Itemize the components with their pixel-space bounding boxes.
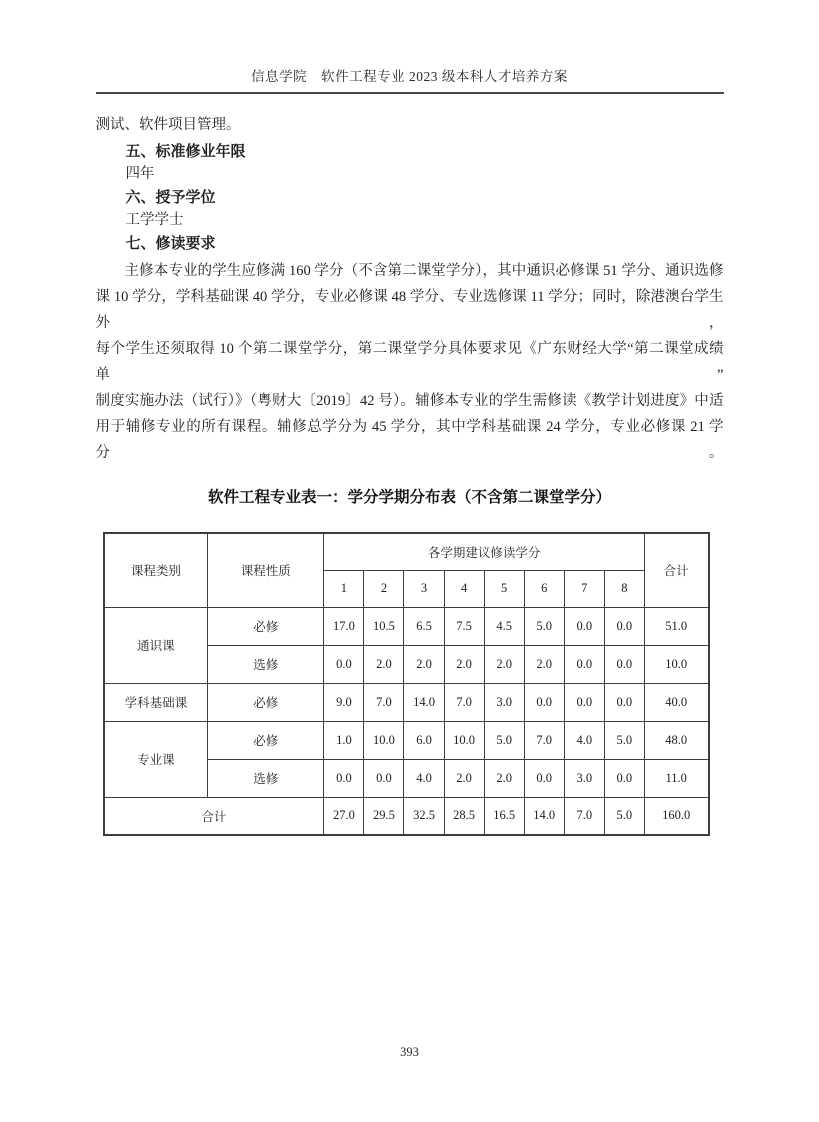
table-cell: 7.0 xyxy=(364,683,404,721)
row-total: 10.0 xyxy=(644,645,708,683)
table-header-row xyxy=(104,533,709,570)
table-cell: 1.0 xyxy=(324,721,364,759)
table-cell: 14.0 xyxy=(524,797,564,835)
paragraph-line: 主修本专业的学生应修满 160 学分（不含第二课堂学分），其中通识必修课 51 学分、通识选修 xyxy=(124,263,724,279)
table-cell: 2.0 xyxy=(524,645,564,683)
header-cell-semester: 5 xyxy=(484,570,524,607)
table-cell: 0.0 xyxy=(564,683,604,721)
row-total: 40.0 xyxy=(644,683,708,721)
table-row xyxy=(104,683,709,721)
table-cell: 10.0 xyxy=(444,721,484,759)
table-cell: 0.0 xyxy=(524,759,564,797)
table-cell: 0.0 xyxy=(604,683,644,721)
section-heading-6: 六、授予学位 xyxy=(125,189,216,206)
page-number: 393 xyxy=(400,1045,419,1059)
section-value-duration: 四年 xyxy=(125,166,155,182)
table-cell: 0.0 xyxy=(524,683,564,721)
table-cell: 0.0 xyxy=(324,645,364,683)
row-total: 11.0 xyxy=(644,759,708,797)
row-category: 学科基础课 xyxy=(104,683,208,721)
table-cell: 7.0 xyxy=(444,683,484,721)
table-cell: 5.0 xyxy=(524,607,564,645)
table-cell: 2.0 xyxy=(404,645,444,683)
header-cell-semesters-group: 各学期建议修读学分 xyxy=(324,533,645,570)
table-cell: 14.0 xyxy=(404,683,444,721)
header-cell-semester: 2 xyxy=(364,570,404,607)
table-row xyxy=(104,721,709,759)
table-cell: 2.0 xyxy=(484,645,524,683)
row-category: 专业课 xyxy=(104,721,208,797)
credit-distribution-table xyxy=(103,532,710,836)
table-cell: 10.0 xyxy=(364,721,404,759)
header-cell-semester: 8 xyxy=(604,570,644,607)
row-nature: 必修 xyxy=(208,721,324,759)
table-cell: 0.0 xyxy=(564,645,604,683)
table-cell: 5.0 xyxy=(484,721,524,759)
running-header: 信息学院 软件工程专业 2023 级本科人才培养方案 xyxy=(251,69,568,84)
section-value-degree: 工学学士 xyxy=(125,212,184,228)
table-cell: 2.0 xyxy=(484,759,524,797)
row-nature: 选修 xyxy=(208,759,324,797)
total-row-label: 合计 xyxy=(104,797,324,835)
table-cell: 7.0 xyxy=(524,721,564,759)
row-category: 通识课 xyxy=(104,607,208,683)
section-heading-5: 五、标准修业年限 xyxy=(125,143,246,160)
header-cell-nature: 课程性质 xyxy=(208,533,324,607)
table-cell: 3.0 xyxy=(484,683,524,721)
header-cell-semester: 6 xyxy=(524,570,564,607)
table-row xyxy=(104,607,709,645)
header-cell-semester: 3 xyxy=(404,570,444,607)
table-cell: 5.0 xyxy=(604,797,644,835)
table-cell: 16.5 xyxy=(484,797,524,835)
paragraph-line: 制度实施办法（试行）》（粤财大〔2019〕42 号）。辅修本专业的学生需修读《教学计划进度》中适 xyxy=(95,393,724,409)
table-cell: 29.5 xyxy=(364,797,404,835)
header-cell-semester: 1 xyxy=(324,570,364,607)
page-content xyxy=(96,0,724,836)
table-cell: 0.0 xyxy=(324,759,364,797)
header-cell-semester: 7 xyxy=(564,570,604,607)
row-nature: 选修 xyxy=(208,645,324,683)
table-cell: 10.5 xyxy=(364,607,404,645)
table-cell: 6.5 xyxy=(404,607,444,645)
table-cell: 2.0 xyxy=(444,759,484,797)
table-cell: 4.5 xyxy=(484,607,524,645)
requirements-paragraph xyxy=(96,258,724,466)
header-cell-category: 课程类别 xyxy=(104,533,208,607)
row-nature: 必修 xyxy=(208,683,324,721)
table-cell: 7.0 xyxy=(564,797,604,835)
table-total-row xyxy=(104,797,709,835)
header-cell-semester: 4 xyxy=(444,570,484,607)
paragraph-line: 用于辅修专业的所有课程。辅修总学分为 45 学分，其中学科基础课 24 学分，专业必修课 21 学分。 xyxy=(95,419,724,461)
table-cell: 17.0 xyxy=(324,607,364,645)
table-title: 软件工程专业表一：学分学期分布表（不含第二课堂学分） xyxy=(207,489,611,506)
body-text-line: 测试、软件项目管理。 xyxy=(95,117,241,133)
table-cell: 32.5 xyxy=(404,797,444,835)
table-cell: 28.5 xyxy=(444,797,484,835)
header-cell-total: 合计 xyxy=(644,533,708,607)
table-cell: 9.0 xyxy=(324,683,364,721)
paragraph-line: 课 10 学分，学科基础课 40 学分，专业必修课 48 学分、专业选修课 11 学分；同时，除港澳台学生外， xyxy=(95,289,724,331)
table-cell: 5.0 xyxy=(604,721,644,759)
row-total: 160.0 xyxy=(644,797,708,835)
row-nature: 必修 xyxy=(208,607,324,645)
table-cell: 27.0 xyxy=(324,797,364,835)
table-cell: 4.0 xyxy=(564,721,604,759)
table-cell: 4.0 xyxy=(404,759,444,797)
row-total: 48.0 xyxy=(644,721,708,759)
header-rule xyxy=(96,92,724,94)
row-total: 51.0 xyxy=(644,607,708,645)
table-cell: 0.0 xyxy=(604,607,644,645)
paragraph-line: 每个学生还须取得 10 个第二课堂学分，第二课堂学分具体要求见《广东财经大学“第二课堂成绩单” xyxy=(95,341,724,383)
section-heading-7: 七、修读要求 xyxy=(125,235,216,252)
table-cell: 0.0 xyxy=(364,759,404,797)
table-cell: 0.0 xyxy=(564,607,604,645)
table-cell: 2.0 xyxy=(444,645,484,683)
table-cell: 6.0 xyxy=(404,721,444,759)
table-cell: 0.0 xyxy=(604,645,644,683)
table-cell: 0.0 xyxy=(604,759,644,797)
table-cell: 2.0 xyxy=(364,645,404,683)
table-cell: 7.5 xyxy=(444,607,484,645)
table-cell: 3.0 xyxy=(564,759,604,797)
